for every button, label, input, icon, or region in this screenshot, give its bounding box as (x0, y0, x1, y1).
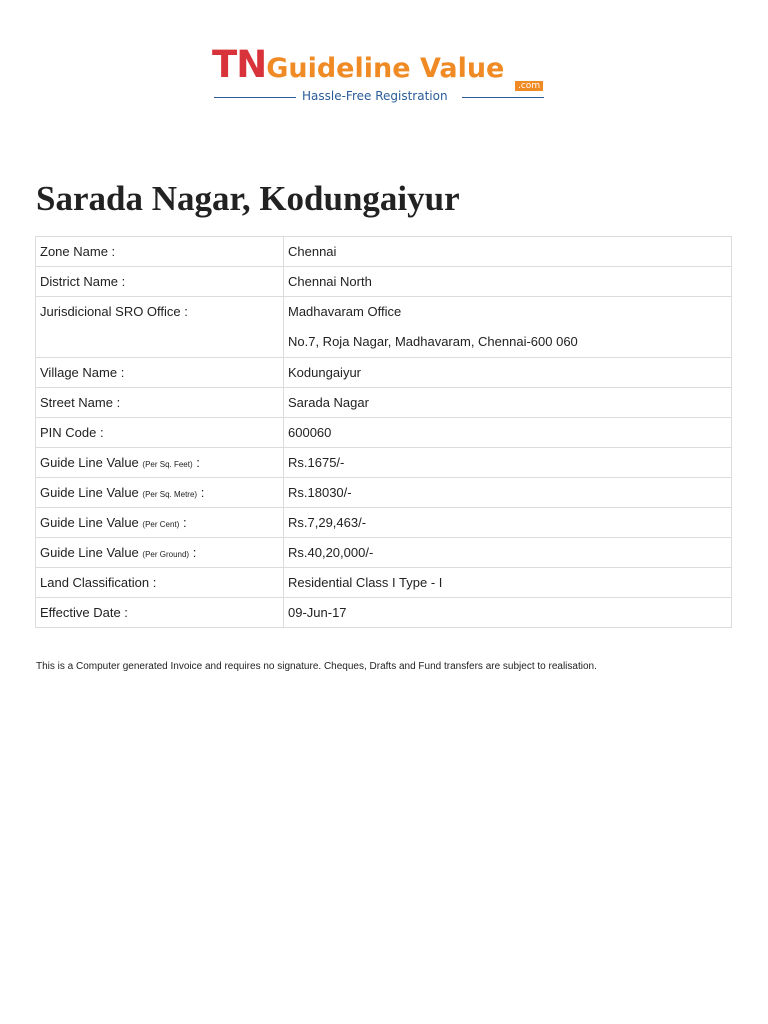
gv-cent-unit: (Per Cent) (142, 520, 180, 529)
gv-cent-label: Guide Line Value (40, 515, 139, 530)
gv-sqft-label-cell (36, 448, 284, 478)
sro-office-name: Madhavaram Office (288, 304, 402, 319)
table-row (36, 388, 732, 418)
table-row (36, 478, 732, 508)
footer-disclaimer: This is a Computer generated Invoice and requires no signature. Cheques, Drafts and Fund transfers are subject to realisation. (36, 661, 597, 672)
gv-sqft-label: Guide Line Value (40, 455, 139, 470)
street-value: Sarada Nagar (284, 388, 732, 418)
pin-label: PIN Code : (36, 418, 284, 448)
table-row (36, 358, 732, 388)
gv-sqft-colon: : (196, 455, 200, 470)
logo-tn: TN (212, 43, 267, 86)
table-row (36, 237, 732, 267)
logo-tagline: Hassle-Free Registration (302, 89, 448, 103)
street-label: Street Name : (36, 388, 284, 418)
gv-sqm-colon: : (200, 485, 205, 500)
gv-ground-value: Rs.40,20,000/- (284, 538, 732, 568)
gv-sqft-value: Rs.1675/- (284, 448, 732, 478)
gv-sqm-label: Guide Line Value (40, 485, 139, 500)
details-table (35, 236, 732, 628)
gv-sqft-unit: (Per Sq. Feet) (142, 460, 193, 469)
table-row (36, 448, 732, 478)
gv-cent-label-cell (36, 508, 284, 538)
gv-sqm-unit: (Per Sq. Metre) (142, 490, 198, 499)
sro-office-address: No.7, Roja Nagar, Madhavaram, Chennai-600 060 (288, 334, 578, 349)
land-class-value: Residential Class I Type - I (284, 568, 732, 598)
village-value: Kodungaiyur (284, 358, 732, 388)
page-title: Sarada Nagar, Kodungaiyur (36, 179, 460, 218)
logo-divider-right (462, 97, 544, 98)
gv-sqm-label-cell (36, 478, 284, 508)
effective-date-value: 09-Jun-17 (284, 598, 732, 628)
table-row (36, 598, 732, 628)
gv-ground-colon: : (192, 545, 197, 560)
zone-value: Chennai (284, 237, 732, 267)
gv-ground-unit: (Per Ground) (142, 550, 190, 559)
gv-sqm-value: Rs.18030/- (284, 478, 732, 508)
gv-ground-label: Guide Line Value (40, 545, 139, 560)
logo-guideline-value: Guideline Value (266, 53, 505, 84)
table-row (36, 418, 732, 448)
sro-label: Jurisdicional SRO Office : (36, 297, 284, 358)
land-class-label: Land Classification : (36, 568, 284, 598)
gv-ground-label-cell (36, 538, 284, 568)
effective-date-label: Effective Date : (36, 598, 284, 628)
logo-com-badge: .com (515, 81, 543, 91)
logo-wordmark (212, 43, 505, 86)
table-row (36, 508, 732, 538)
site-logo[interactable] (212, 43, 546, 106)
sro-value-cell (284, 297, 732, 358)
pin-value: 600060 (284, 418, 732, 448)
district-value: Chennai North (284, 267, 732, 297)
gv-cent-colon: : (182, 515, 187, 530)
table-row (36, 267, 732, 297)
gv-cent-value: Rs.7,29,463/- (284, 508, 732, 538)
district-label: District Name : (36, 267, 284, 297)
zone-label: Zone Name : (36, 237, 284, 267)
village-label: Village Name : (36, 358, 284, 388)
logo-divider-left (214, 97, 296, 98)
table-row (36, 538, 732, 568)
table-row (36, 568, 732, 598)
table-row (36, 297, 732, 358)
